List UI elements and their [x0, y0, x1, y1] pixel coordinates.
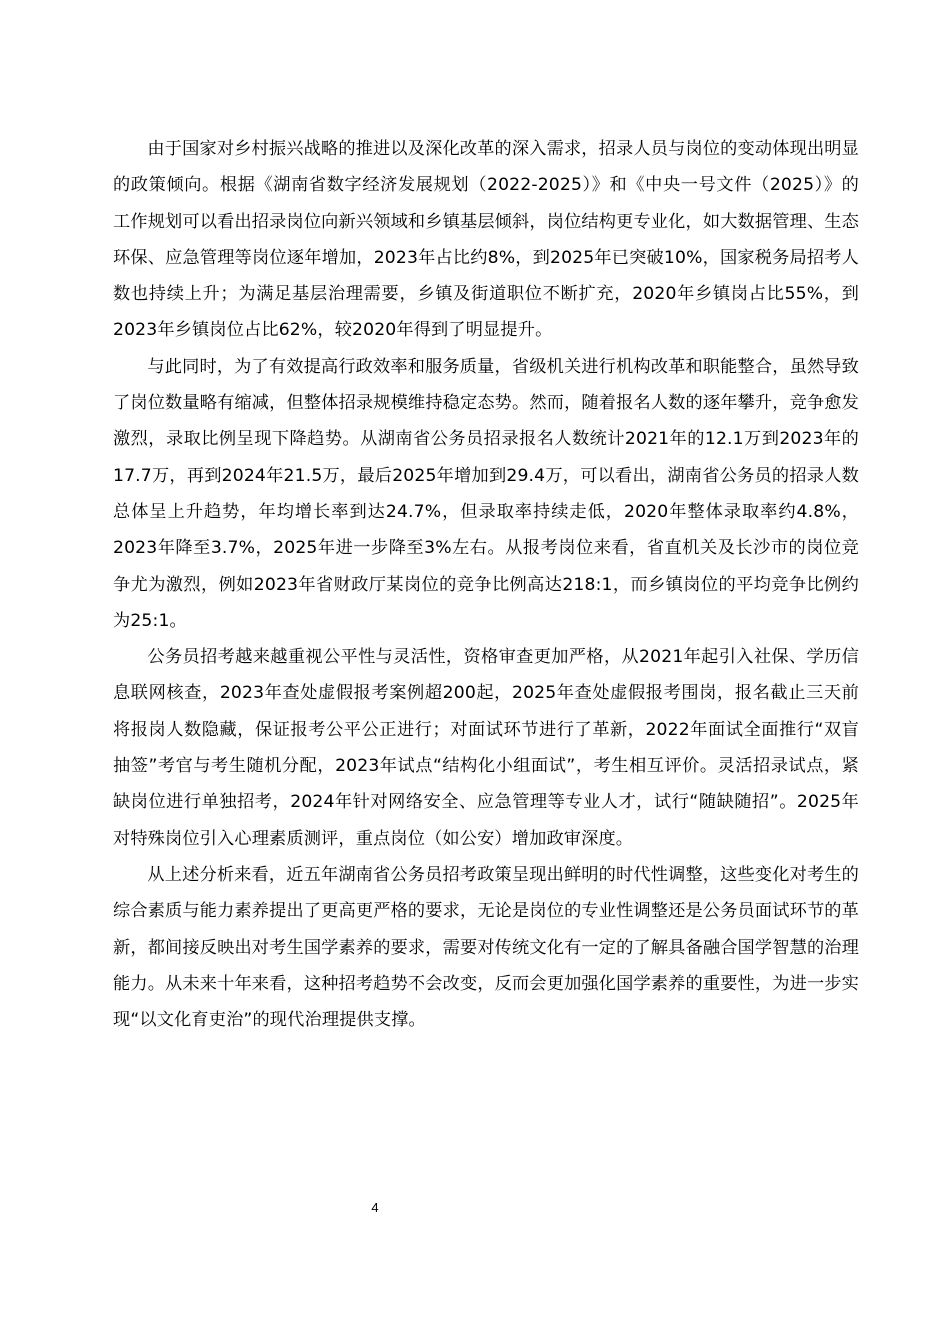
paragraph-policy-trend: 由于国家对乡村振兴战略的推进以及深化改革的深入需求，招录人员与岗位的变动体现出明显的政策倾向。根据《湖南省数字经济发展规划（2022-2025）》和《中央一号文件（2025）》的工作规划可以看出招录岗位向新兴领域和乡镇基层倾斜，岗位结构更专业化，如大数据管理、生态环保、应急管理等岗位逐年增加，2023年占比约8%，到2025年已突破10%，国家税务局招考人数也持续上升；为满足基层治理需要，乡镇及街道职位不断扩充，2020年乡镇岗占比55%，到2023年乡镇岗位占比62%，较2020年得到了明显提升。 — [113, 139, 859, 341]
body-text — [113, 131, 859, 1038]
page-number: 4 — [371, 1200, 379, 1215]
paragraph-competition: 与此同时，为了有效提高行政效率和服务质量，省级机关进行机构改革和职能整合，虽然导致了岗位数量略有缩减，但整体招录规模维持稳定态势。然而，随着报名人数的逐年攀升，竞争愈发激烈，录取比例呈现下降趋势。从湖南省公务员招录报名人数统计2021年的12.1万到2023年的17.7万，再到2024年21.5万，最后2025年增加到29.4万，可以看出，湖南省公务员的招录人数总体呈上升趋势，年均增长率到达24.7%，但录取率持续走低，2020年整体录取率约4.8%，2023年降至3.7%，2025年进一步降至3%左右。从报考岗位来看，省直机关及长沙市的岗位竞争尤为激烈，例如2023年省财政厅某岗位的竞争比例高达218:1，而乡镇岗位的平均竞争比例约为25:1。 — [113, 356, 859, 631]
paragraph-fairness: 公务员招考越来越重视公平性与灵活性，资格审查更加严格，从2021年起引入社保、学历信息联网核查，2023年查处虚假报考案例超200起，2025年查处虚假报考围岗，报名截止三天前将报岗人数隐藏，保证报考公平公正进行；对面试环节进行了革新，2022年面试全面推行“双盲抽签”考官与考生随机分配，2023年试点“结构化小组面试”，考生相互评价。灵活招录试点，紧缺岗位进行单独招考，2024年针对网络安全、应急管理等专业人才，试行“随缺随招”。2025年对特殊岗位引入心理素质测评，重点岗位（如公安）增加政审深度。 — [113, 647, 859, 849]
paragraph-conclusion: 从上述分析来看，近五年湖南省公务员招考政策呈现出鲜明的时代性调整，这些变化对考生的综合素质与能力素养提出了更高更严格的要求，无论是岗位的专业性调整还是公务员面试环节的革新，都间接反映出对考生国学素养的要求，需要对传统文化有一定的了解具备融合国学智慧的治理能力。从未来十年来看，这种招考趋势不会改变，反而会更加强化国学素养的重要性，为进一步实现“以文化育吏治”的现代治理提供支撑。 — [113, 864, 859, 1031]
